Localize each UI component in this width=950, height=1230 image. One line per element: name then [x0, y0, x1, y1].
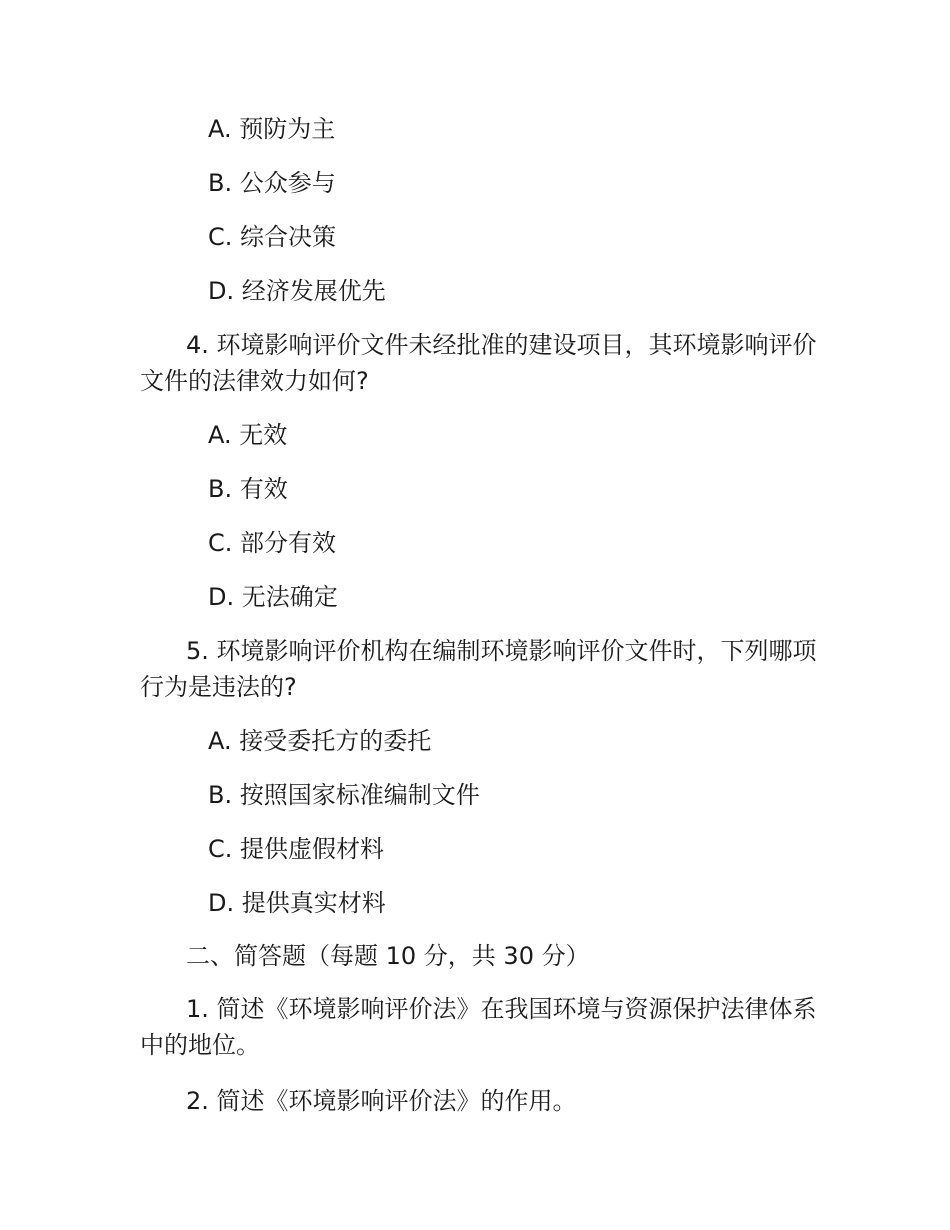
- short-answer-question-1: 1. 简述《环境影响评价法》在我国环境与资源保护法律体系中的地位。: [140, 995, 817, 1059]
- q5-option-d: D. 提供真实材料: [208, 889, 386, 917]
- q3-option-b: B. 公众参与: [208, 169, 336, 197]
- q4-option-d: D. 无法确定: [208, 583, 338, 611]
- q4-option-b: B. 有效: [208, 475, 288, 503]
- q3-option-c: C. 综合决策: [208, 223, 337, 251]
- q5-option-a: A. 接受委托方的委托: [208, 727, 432, 755]
- question-5: 5. 环境影响评价机构在编制环境影响评价文件时，下列哪项行为是违法的?: [140, 637, 817, 701]
- q3-option-d: D. 经济发展优先: [208, 277, 386, 305]
- q5-option-b: B. 按照国家标准编制文件: [208, 781, 480, 809]
- q4-option-a: A. 无效: [208, 421, 288, 449]
- question-4: 4. 环境影响评价文件未经批准的建设项目，其环境影响评价文件的法律效力如何?: [140, 331, 817, 395]
- q3-option-a: A. 预防为主: [208, 115, 336, 143]
- q5-option-c: C. 提供虚假材料: [208, 835, 385, 863]
- section-heading: 二、简答题（每题 10 分，共 30 分）: [186, 942, 590, 970]
- short-answer-question-2: 2. 简述《环境影响评价法》的作用。: [186, 1087, 577, 1115]
- q4-option-c: C. 部分有效: [208, 529, 337, 557]
